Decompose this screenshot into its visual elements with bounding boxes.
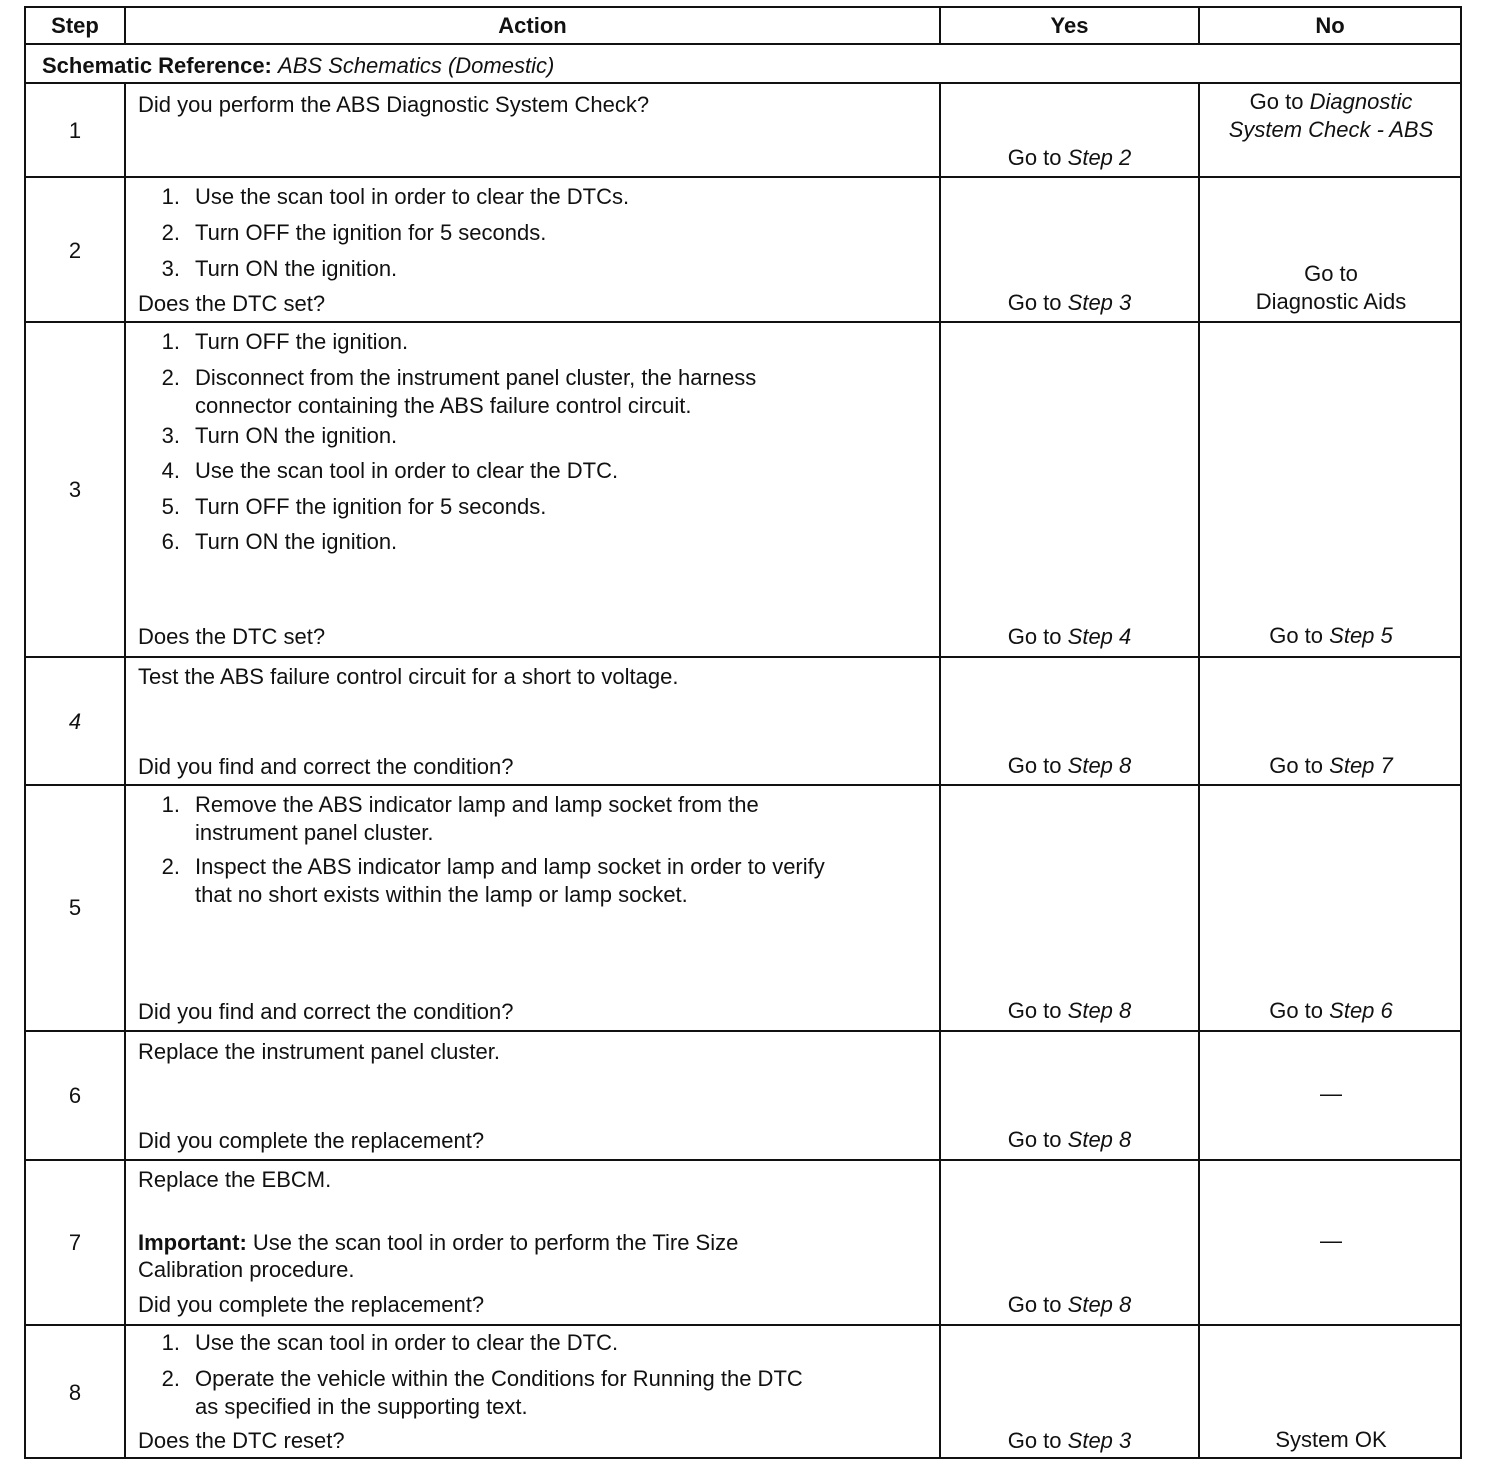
yes-result[interactable]: Go to Step 8 [1007, 998, 1132, 1023]
row-divider [24, 43, 1462, 45]
step-number: 1 [68, 118, 82, 143]
no-result: System OK [1275, 1427, 1387, 1452]
question-text: Did you perform the ABS Diagnostic System Check? [138, 92, 650, 117]
step-number: 3 [68, 477, 82, 502]
list-item-continued: instrument panel cluster. [195, 820, 434, 845]
important-label: Important: [138, 1230, 247, 1255]
question-text: Did you find and correct the condition? [138, 999, 514, 1024]
question-text: Did you find and correct the condition? [138, 754, 514, 779]
no-result[interactable]: Go to Step 5 [1269, 623, 1393, 648]
list-item: Turn OFF the ignition for 5 seconds. [195, 494, 547, 519]
row-divider [24, 176, 1462, 178]
yes-result[interactable]: Go to Step 8 [1007, 1292, 1132, 1317]
list-item-continued: connector containing the ABS failure control circuit. [195, 393, 692, 418]
no-result: — [1320, 1081, 1342, 1106]
yes-result[interactable]: Go to Step 8 [1007, 1127, 1132, 1152]
no-result[interactable]: Go to Diagnostic [1249, 89, 1413, 114]
no-result: — [1320, 1228, 1342, 1253]
list-number: 5. [161, 494, 180, 519]
list-number: 2. [161, 365, 180, 390]
list-item: Use the scan tool in order to clear the DTCs. [195, 184, 630, 209]
yes-result[interactable]: Go to Step 8 [1007, 753, 1132, 778]
list-number: 1. [161, 1330, 180, 1355]
list-item: Turn ON the ignition. [195, 529, 398, 554]
yes-result[interactable]: Go to Step 4 [1007, 624, 1132, 649]
row-divider [24, 1030, 1462, 1032]
list-number: 1. [161, 792, 180, 817]
important-note-line2: Calibration procedure. [138, 1257, 355, 1282]
important-note: Important: Use the scan tool in order to perform the Tire Size [138, 1230, 739, 1255]
list-item: Use the scan tool in order to clear the DTC. [195, 458, 619, 483]
list-item: Disconnect from the instrument panel cluster, the harness [195, 365, 757, 390]
question-text: Did you complete the replacement? [138, 1292, 485, 1317]
list-number: 3. [161, 423, 180, 448]
list-item: Turn OFF the ignition. [195, 329, 409, 354]
row-divider [24, 82, 1462, 84]
list-item: Turn OFF the ignition for 5 seconds. [195, 220, 547, 245]
action-text: Replace the EBCM. [138, 1167, 332, 1192]
header-action: Action [498, 13, 567, 38]
list-number: 2. [161, 854, 180, 879]
question-text: Did you complete the replacement? [138, 1128, 485, 1153]
yes-result[interactable]: Go to Step 3 [1007, 1428, 1132, 1453]
step-number: 4 [68, 709, 82, 734]
list-item: Operate the vehicle within the Conditions for Running the DTC [195, 1366, 803, 1391]
row-divider [24, 656, 1462, 658]
list-item: Turn ON the ignition. [195, 423, 398, 448]
schematic-link[interactable]: ABS Schematics (Domestic) [278, 53, 555, 78]
list-item-continued: that no short exists within the lamp or lamp socket. [195, 882, 688, 907]
header-yes: Yes [1050, 13, 1089, 38]
action-text: Test the ABS failure control circuit for a short to voltage. [138, 664, 679, 689]
step-number: 6 [68, 1083, 82, 1108]
list-number: 2. [161, 1366, 180, 1391]
step-number: 5 [68, 895, 82, 920]
list-item: Turn ON the ignition. [195, 256, 398, 281]
list-item: Inspect the ABS indicator lamp and lamp socket in order to verify [195, 854, 825, 879]
no-result[interactable]: Go to Step 7 [1269, 753, 1393, 778]
yes-result[interactable]: Go to Step 2 [1007, 145, 1132, 170]
row-divider [24, 1324, 1462, 1326]
schematic-label: Schematic Reference: [42, 53, 272, 78]
question-text: Does the DTC reset? [138, 1428, 345, 1453]
header-no: No [1315, 13, 1345, 38]
row-divider [24, 784, 1462, 786]
schematic-reference [42, 53, 554, 79]
step-number: 2 [68, 238, 82, 263]
list-number: 1. [161, 329, 180, 354]
step-number: 8 [68, 1380, 82, 1405]
list-number: 1. [161, 184, 180, 209]
column-divider [124, 82, 126, 1459]
list-item: Remove the ABS indicator lamp and lamp socket from the [195, 792, 759, 817]
no-result-line2[interactable]: System Check - ABS [1228, 117, 1434, 142]
list-number: 2. [161, 220, 180, 245]
question-text: Does the DTC set? [138, 624, 326, 649]
row-divider [24, 1159, 1462, 1161]
row-divider [24, 321, 1462, 323]
question-text: Does the DTC set? [138, 291, 326, 316]
header-step: Step [51, 13, 99, 38]
list-number: 3. [161, 256, 180, 281]
yes-result[interactable]: Go to Step 3 [1007, 290, 1132, 315]
list-number: 6. [161, 529, 180, 554]
list-number: 4. [161, 458, 180, 483]
no-result[interactable]: Go to [1304, 261, 1358, 286]
step-number: 7 [68, 1230, 82, 1255]
no-result-line2[interactable]: Diagnostic Aids [1255, 289, 1407, 314]
list-item: Use the scan tool in order to clear the DTC. [195, 1330, 619, 1355]
no-result[interactable]: Go to Step 6 [1269, 998, 1393, 1023]
action-text: Replace the instrument panel cluster. [138, 1039, 500, 1064]
list-item-continued: as specified in the supporting text. [195, 1394, 528, 1419]
